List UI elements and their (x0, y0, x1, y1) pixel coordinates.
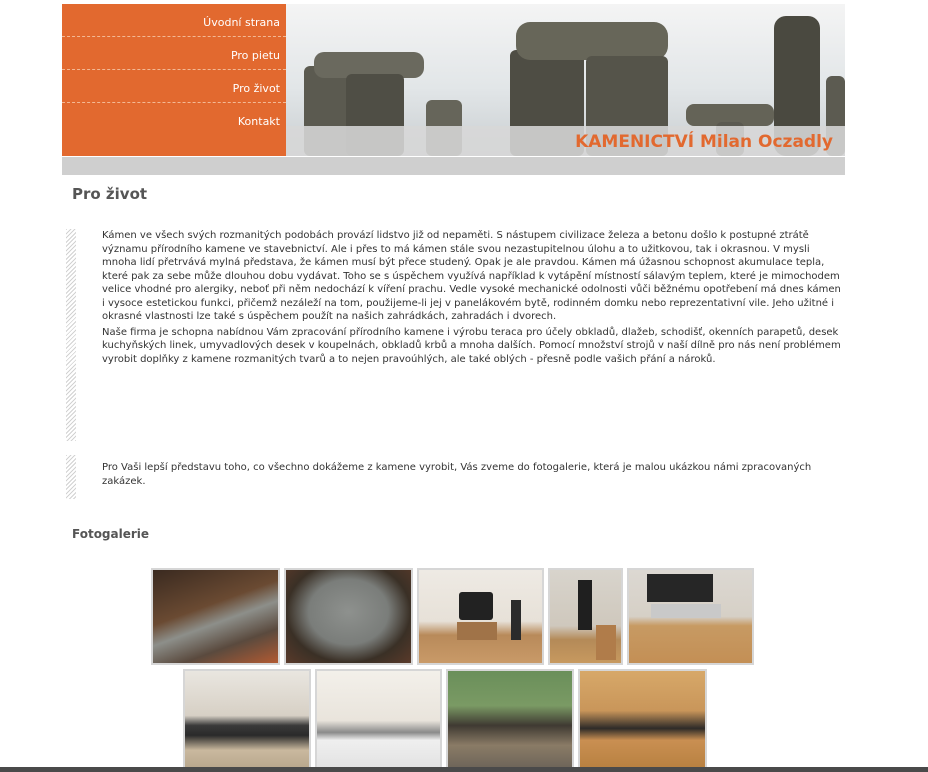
gallery-photo-tv-stand[interactable] (417, 568, 544, 665)
gallery-photo-stone-table-2[interactable] (284, 568, 413, 665)
gallery-photo-garden-table[interactable] (446, 669, 574, 772)
hatch-decoration (66, 229, 76, 441)
site-header (62, 4, 845, 156)
gallery-photo-speaker-stand[interactable] (548, 568, 623, 665)
header-banner-image (286, 4, 845, 156)
gallery-photo-tv-cabinet[interactable] (627, 568, 754, 665)
nav-item-home[interactable]: Úvodní strana (62, 4, 286, 37)
gallery-photo-fireplace[interactable] (183, 669, 311, 772)
gallery-photo-kitchen-countertop[interactable] (578, 669, 707, 772)
paragraph-intro: Kámen ve všech svých rozmanitých podobách provází lidstvo již od nepaměti. S nástupem civilizace železa a betonu došlo k postupné ztrátě významu přírodního kamene ve stavebnictví. Ale i přes to má kámen stále svou nezastupitelnou úlohu a to užitkovou, tak i okrasnou. V mysli mnoha lidí přetrvává mylná představa, že kámen musí být přece studený. Opak je ale pravdou. Kámen má úžasnou schopnost akumulace tepla, které pak za sebe může dlouhou dobu vydávat. Toho se s úspěchem využívá například k vytápění místností sálavým teplem, které je mimochodem velice vhodné pro alergiky, neboť při něm nedochází k víření prachu. Vedle vysoké mechanické odolnosti vůči běžnému opotřebení má dnes kámen i vysoce estetickou funkci, přičemž nezáleží na tom, použijeme-li jej v panelákovém bytě, rodinném domku nebo reprezentativní vile. Jeho užitné i okrasné vlastnosti lze také s úspěchem použít na našich zahrádkách, zahradách i dvorech. (102, 230, 841, 322)
paragraph-services: Naše firma je schopna nabídnou Vám zpracování přírodního kamene i výrobu teraca pro účely obkladů, dlažeb, schodišť, okenních parapetů, desek kuchyňských linek, umyvadlových desek v koupelnách, obkladů krbů a mnoha dalších. Pomocí množství strojů v naší dílně pro nás není problémem vyrobit doplňky z kamene rozmanitých tvarů a to nejen pravoúhlých, ale také oblých - přesně podle vašich přání a nároků. (102, 326, 841, 365)
hatch-decoration (66, 455, 76, 499)
header-divider-bar (62, 157, 845, 175)
main-navigation (62, 4, 286, 156)
window-bottom-edge (0, 767, 928, 772)
content-block-gallery-invite (66, 455, 846, 499)
company-name: KAMENICTVÍ Milan Oczadly (575, 132, 833, 152)
nav-item-memorials[interactable]: Pro pietu (62, 37, 286, 70)
gallery-photo-window-sill[interactable] (315, 669, 442, 772)
page-title: Pro život (72, 185, 148, 203)
nav-item-life[interactable]: Pro život (62, 70, 286, 103)
content-block-main (66, 229, 846, 441)
gallery-title: Fotogalerie (72, 527, 150, 541)
paragraph-gallery-invite: Pro Vaši lepší představu toho, co všechno dokážeme z kamene vyrobit, Vás zveme do fotogalerie, která je malou ukázkou námi zpracovaných zakázek. (102, 462, 812, 487)
gallery-photo-stone-table-1[interactable] (151, 568, 280, 665)
nav-item-contact[interactable]: Kontakt (237, 115, 280, 128)
